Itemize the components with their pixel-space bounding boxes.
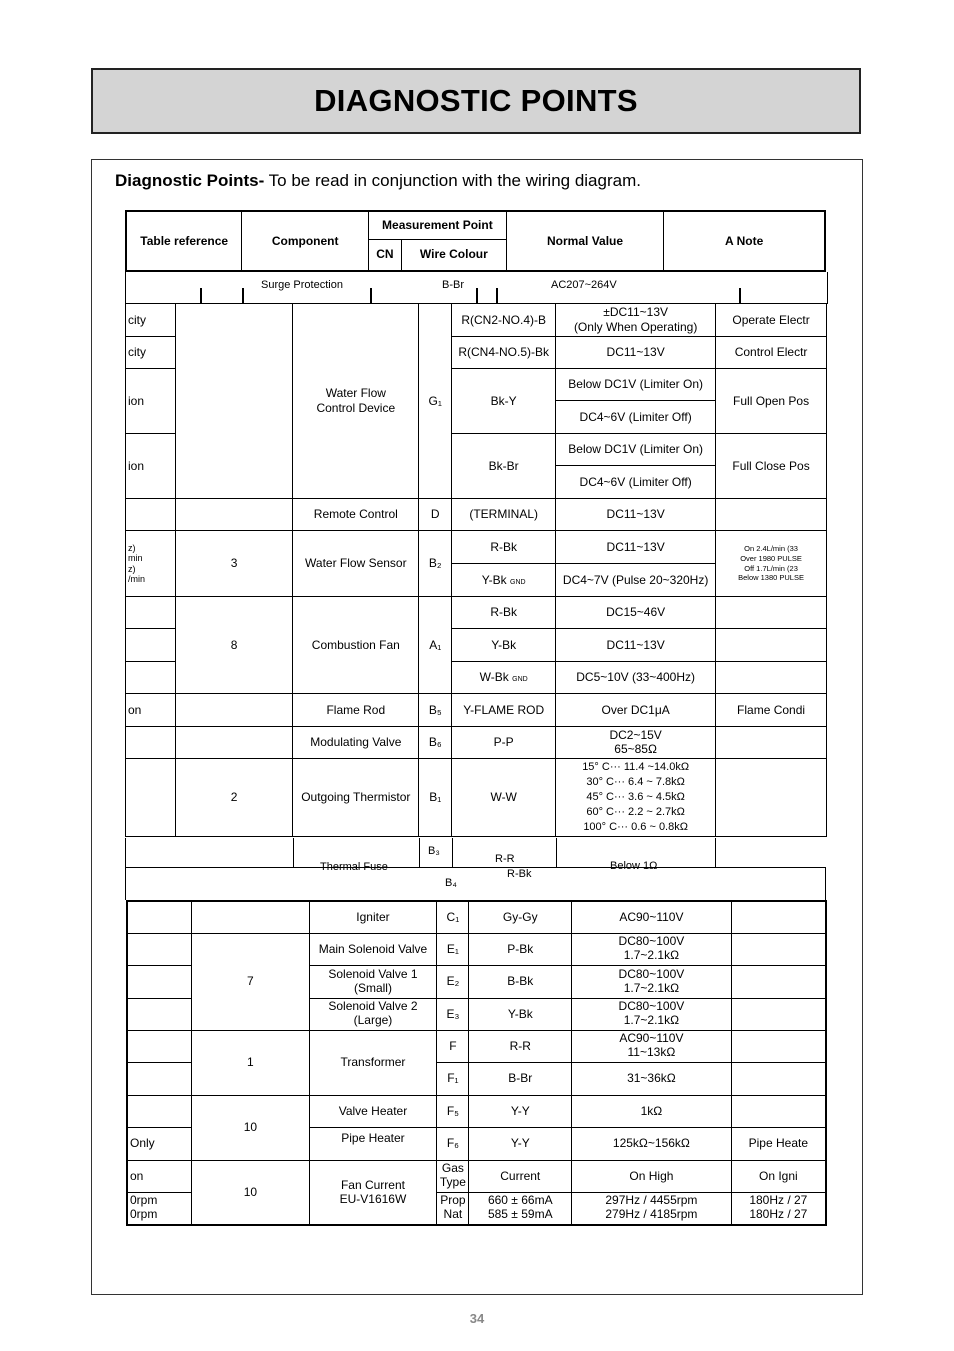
note-cell <box>716 629 827 662</box>
wire-cell: Y-FLAME ROD <box>452 694 556 727</box>
note-cell <box>716 727 827 759</box>
note-line: Over 1980 PULSE <box>740 553 802 563</box>
wire-cell: Gy-Gy <box>469 901 572 933</box>
component-cell <box>293 304 419 499</box>
value-line: 1.7~2.1kΩ <box>623 1013 680 1027</box>
scrambled-row-top <box>125 272 828 304</box>
component-cell <box>309 965 437 998</box>
wire-line: 660 ± 66mA <box>487 1193 553 1208</box>
ref-cell <box>127 1030 192 1062</box>
intro-text <box>115 171 641 191</box>
scramble-below: Below 1Ω <box>610 860 658 872</box>
component-cell <box>309 1160 437 1225</box>
wire-cell: Y-Y <box>469 1095 572 1127</box>
ref-cell <box>126 597 176 629</box>
wire-cell: Y-Bk <box>452 629 556 662</box>
num-cell <box>175 694 292 727</box>
ref-cell: Only <box>127 1127 192 1160</box>
wire-text: Y-Bk <box>481 572 507 587</box>
cn-cell <box>437 1160 469 1192</box>
scramble-b3: B₃ <box>428 845 440 857</box>
cn-cell: B₂ <box>419 531 452 597</box>
value-line: DC80~100V <box>618 999 685 1014</box>
th-note: A Note <box>664 211 825 271</box>
value-cell <box>572 965 732 998</box>
cn-cell: B₅ <box>419 694 452 727</box>
note-line: Off 1.7L/min (23 <box>744 563 798 573</box>
ref-cell <box>127 965 192 998</box>
cn-cell <box>437 1192 469 1225</box>
component-cell: Water Flow Sensor <box>293 531 419 597</box>
comp-line: (Large) <box>353 1013 393 1027</box>
cn-line: Prop <box>440 1193 466 1208</box>
wire-cell: R-Bk <box>452 597 556 629</box>
th-component: Component <box>242 211 369 271</box>
note-cell <box>731 1192 826 1225</box>
component-cell: Igniter <box>309 901 437 933</box>
value-line: ±DC11~13V <box>603 305 668 319</box>
cn-line: Type <box>439 1175 466 1189</box>
num-cell <box>175 727 292 759</box>
wire-cell <box>452 564 556 597</box>
scramble-rr: R-R <box>495 853 515 865</box>
ref-line: 0rpm <box>130 1207 158 1222</box>
value-line: AC90~110V <box>619 1031 684 1046</box>
comp-line: Solenoid Valve 2 <box>328 999 418 1014</box>
note-line: 180Hz / 27 <box>749 1207 808 1222</box>
note-cell: Full Open Pos <box>716 369 827 434</box>
cn-cell: F₁ <box>437 1062 469 1095</box>
value-cell <box>572 1030 732 1062</box>
value-line: 30° C··· 6.4 ~ 7.8kΩ <box>586 776 685 789</box>
value-line: DC80~100V <box>618 966 685 981</box>
wire-cell: R(CN4-NO.5)-Bk <box>452 337 556 369</box>
component-cell: Flame Rod <box>293 694 419 727</box>
note-cell <box>716 759 827 837</box>
value-cell: DC4~6V (Limiter Off) <box>556 401 716 434</box>
note-cell: Control Electr <box>716 337 827 369</box>
wire-cell: R-R <box>469 1030 572 1062</box>
component-cell: Valve Heater <box>309 1095 437 1127</box>
value-cell: DC15~46V <box>556 597 716 629</box>
component-cell: Modulating Valve <box>293 727 419 759</box>
scrambled-row-mid <box>125 838 826 900</box>
note-cell: Operate Electr <box>716 304 827 337</box>
num-cell: 8 <box>175 597 292 694</box>
ref-cell: on <box>127 1160 192 1192</box>
note-line: Below 1380 PULSE <box>738 573 804 583</box>
wire-cell: Bk-Br <box>452 434 556 499</box>
wire-cell: W-W <box>452 759 556 837</box>
wire-cell <box>452 662 556 694</box>
cn-cell: F₆ <box>437 1127 469 1160</box>
component-cell: Transformer <box>309 1030 437 1095</box>
note-cell <box>716 531 827 597</box>
cn-cell: E₃ <box>437 998 469 1030</box>
wire-text: W-Bk <box>479 670 509 684</box>
wire-cell: Bk-Y <box>452 369 556 434</box>
ref-cell <box>126 759 176 837</box>
value-line: 100° C··· 0.6 ~ 0.8kΩ <box>583 820 688 833</box>
wire-cell: B-Br <box>469 1062 572 1095</box>
th-wire-colour: Wire Colour <box>401 239 506 271</box>
component-cell: Main Solenoid Valve <box>309 933 437 965</box>
value-line: (Only When Operating) <box>573 320 698 334</box>
wire-cell: Y-Y <box>469 1127 572 1160</box>
cn-cell: A₁ <box>419 597 452 694</box>
gnd-label: GND <box>510 578 526 586</box>
component-cell <box>309 998 437 1030</box>
value-cell: DC11~13V <box>556 629 716 662</box>
value-line: 15° C··· 11.4 ~14.0kΩ <box>582 761 690 774</box>
comp-water-flow-control: Water Flow Control Device <box>316 386 396 415</box>
cn-line: Nat <box>443 1207 463 1222</box>
wire-cell: B-Bk <box>469 965 572 998</box>
num-cell: 7 <box>192 933 309 1030</box>
value-cell: DC5~10V (33~400Hz) <box>556 662 716 694</box>
comp-line: Fan Current <box>340 1177 405 1192</box>
value-cell <box>572 933 732 965</box>
note-cell <box>716 499 827 531</box>
value-line: 65~85Ω <box>614 741 657 756</box>
value-line: DC2~15V <box>609 727 662 742</box>
note-cell <box>731 998 826 1030</box>
ref-cell <box>127 1192 192 1225</box>
ref-line: /min <box>128 573 146 584</box>
note-line: On 2.4L/min (33 <box>744 544 798 553</box>
value-cell <box>556 304 716 337</box>
value-line: 297Hz / 4455rpm <box>605 1193 698 1208</box>
num-cell <box>175 304 292 499</box>
value-cell <box>572 998 732 1030</box>
note-cell <box>731 933 826 965</box>
title-banner <box>91 68 861 134</box>
value-line: 11~13kΩ <box>627 1045 676 1059</box>
comp-line: EU-V1616W <box>339 1192 407 1207</box>
value-line: 45° C··· 3.6 ~ 4.5kΩ <box>586 791 685 804</box>
ref-cell <box>126 662 176 694</box>
ref-cell: ion <box>126 434 176 499</box>
value-cell: DC11~13V <box>556 531 716 564</box>
diagnostic-table-lower <box>126 900 827 1226</box>
wire-cell: R(CN2-NO.4)-B <box>452 304 556 337</box>
value-line: 279Hz / 4185rpm <box>605 1207 698 1222</box>
scramble-b4: B₄ <box>445 877 457 889</box>
cn-cell: C₁ <box>437 901 469 933</box>
ref-cell: ion <box>126 369 176 434</box>
value-cell: DC11~13V <box>556 337 716 369</box>
ref-line: z) <box>128 563 136 574</box>
cn-cell: D <box>419 499 452 531</box>
cn-cell: E₁ <box>437 933 469 965</box>
th-normal-value: Normal Value <box>506 211 663 271</box>
value-cell: Below DC1V (Limiter On) <box>556 369 716 401</box>
value-cell: 125kΩ~156kΩ <box>572 1127 732 1160</box>
scramble-bbr: B-Br <box>442 279 464 291</box>
component-cell: Combustion Fan <box>293 597 419 694</box>
cn-cell: E₂ <box>437 965 469 998</box>
note-cell <box>731 901 826 933</box>
cn-cell: G₁ <box>419 304 452 499</box>
value-cell <box>556 727 716 759</box>
note-cell <box>731 1062 826 1095</box>
scramble-surge: Surge Protection <box>261 279 343 291</box>
ref-cell: city <box>126 337 176 369</box>
value-cell <box>556 759 716 837</box>
scramble-thermal-fuse: Thermal Fuse <box>320 861 388 873</box>
ref-cell <box>127 933 192 965</box>
th-measurement-point: Measurement Point <box>368 211 506 239</box>
comp-line: (Small) <box>353 980 392 995</box>
scramble-rbk: R-Bk <box>507 868 532 880</box>
intro-rest: To be read in conjunction with the wiring diagram. <box>264 171 641 190</box>
note-line: 180Hz / 27 <box>749 1193 808 1208</box>
note-cell <box>716 662 827 694</box>
value-cell <box>572 1192 732 1225</box>
value-cell: DC4~6V (Limiter Off) <box>556 466 716 499</box>
header-table <box>125 210 826 272</box>
ref-cell <box>126 531 176 597</box>
value-line: 60° C··· 2.2 ~ 2.7kΩ <box>586 805 685 818</box>
wire-cell: R-Bk <box>452 531 556 564</box>
value-cell: AC90~110V <box>572 901 732 933</box>
wire-line: 585 ± 59mA <box>487 1207 553 1222</box>
cn-line: Gas <box>441 1161 464 1176</box>
value-line: 1.7~2.1kΩ <box>623 948 680 962</box>
value-cell: 1kΩ <box>572 1095 732 1127</box>
th-cn: CN <box>368 239 401 271</box>
ref-line: 0rpm <box>130 1193 158 1208</box>
num-cell: 10 <box>192 1160 309 1225</box>
page-number: 34 <box>469 1311 485 1326</box>
ref-cell: city <box>126 304 176 337</box>
component-cell: Outgoing Thermistor <box>293 759 419 837</box>
th-table-reference: Table reference <box>126 211 242 271</box>
num-cell: 10 <box>192 1095 309 1160</box>
note-cell <box>731 965 826 998</box>
ref-line: min <box>128 553 143 564</box>
note-cell <box>716 597 827 629</box>
cn-cell: B₆ <box>419 727 452 759</box>
scramble-ac: AC207~264V <box>551 279 617 291</box>
ref-cell <box>127 901 192 933</box>
cn-cell: F <box>437 1030 469 1062</box>
note-cell: Flame Condi <box>716 694 827 727</box>
value-cell: Over DC1μA <box>556 694 716 727</box>
value-cell: DC4~7V (Pulse 20~320Hz) <box>556 564 716 597</box>
ref-cell <box>127 998 192 1030</box>
value-line: DC80~100V <box>618 934 685 949</box>
wire-cell <box>469 1192 572 1225</box>
num-cell <box>192 901 309 933</box>
note-cell: Full Close Pos <box>716 434 827 499</box>
wire-cell: P-P <box>452 727 556 759</box>
num-cell: 2 <box>175 759 292 837</box>
cn-cell: F₅ <box>437 1095 469 1127</box>
ref-cell <box>127 1062 192 1095</box>
component-cell: Remote Control <box>293 499 419 531</box>
gnd-label: GND <box>512 676 528 683</box>
wire-cell: P-Bk <box>469 933 572 965</box>
value-line: 1.7~2.1kΩ <box>623 980 680 995</box>
value-cell: DC11~13V <box>556 499 716 531</box>
ref-cell <box>127 1095 192 1127</box>
note-cell: Pipe Heate <box>731 1127 826 1160</box>
wire-cell: (TERMINAL) <box>452 499 556 531</box>
intro-bold: Diagnostic Points- <box>115 171 265 190</box>
value-cell: On High <box>572 1160 732 1192</box>
note-cell <box>731 1030 826 1062</box>
ref-cell: on <box>126 694 176 727</box>
page-title: DIAGNOSTIC POINTS <box>314 83 638 118</box>
note-cell: On Igni <box>731 1160 826 1192</box>
wire-cell: Y-Bk <box>469 998 572 1030</box>
component-cell: Pipe Heater <box>309 1127 437 1160</box>
wire-cell: Current <box>469 1160 572 1192</box>
ref-cell <box>126 727 176 759</box>
value-cell: Below DC1V (Limiter On) <box>556 434 716 466</box>
num-cell <box>175 499 292 531</box>
num-cell: 3 <box>175 531 292 597</box>
value-cell: 31~36kΩ <box>572 1062 732 1095</box>
num-cell: 1 <box>192 1030 309 1095</box>
comp-line: Solenoid Valve 1 <box>328 966 418 981</box>
diagnostic-table-upper <box>125 303 827 837</box>
cn-cell: B₁ <box>419 759 452 837</box>
ref-cell <box>126 629 176 662</box>
ref-cell <box>126 499 176 531</box>
ref-line: z) <box>128 542 136 553</box>
note-cell <box>731 1095 826 1127</box>
